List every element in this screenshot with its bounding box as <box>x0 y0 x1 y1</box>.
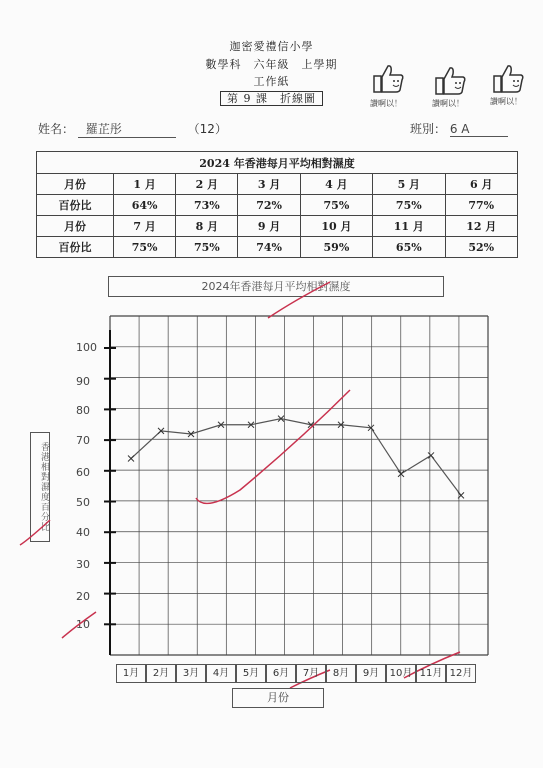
class-value: 6 A <box>450 122 508 137</box>
y-tick-label: 50 <box>76 496 90 509</box>
series-line <box>131 419 461 496</box>
subject-line: 數學科 六年級 上學期 <box>205 58 338 71</box>
table-cell: 75% <box>300 195 372 216</box>
table-cell: 3 月 <box>238 174 300 195</box>
lesson-title: 第 9 課 折線圖 <box>220 91 323 106</box>
y-tick-label: 100 <box>76 341 97 354</box>
y-tick-label: 70 <box>76 434 90 447</box>
x-tick-label: 3月 <box>176 664 206 683</box>
table-cell: 75% <box>114 237 176 258</box>
y-tick-label: 40 <box>76 526 90 539</box>
table-cell: 6 月 <box>445 174 517 195</box>
row-label: 百份比 <box>37 237 114 258</box>
chart-grid <box>110 316 488 655</box>
table-cell: 10 月 <box>300 216 372 237</box>
x-tick-label: 5月 <box>236 664 266 683</box>
y-tick-label: 80 <box>76 404 90 417</box>
table-cell: 12 月 <box>445 216 517 237</box>
y-axis-label: 香港相對濕度百分比 <box>30 432 50 542</box>
table-cell: 9 月 <box>238 216 300 237</box>
row-label: 月份 <box>37 216 114 237</box>
y-tick-label: 30 <box>76 558 90 571</box>
name-value: 羅芷彤 <box>78 120 176 138</box>
table-cell: 75% <box>176 237 238 258</box>
x-tick-label: 10月 <box>386 664 416 683</box>
table-cell: 65% <box>373 237 445 258</box>
y-tick-label: 10 <box>76 618 90 631</box>
table-cell: 4 月 <box>300 174 372 195</box>
table-cell: 72% <box>238 195 300 216</box>
x-tick-label: 2月 <box>146 664 176 683</box>
row-label: 月份 <box>37 174 114 195</box>
x-tick-label: 4月 <box>206 664 236 683</box>
table-cell: 77% <box>445 195 517 216</box>
table-cell: 74% <box>238 237 300 258</box>
table-cell: 73% <box>176 195 238 216</box>
table-cell: 5 月 <box>373 174 445 195</box>
stamp-label: 讚啊以！ <box>370 99 402 108</box>
chart-series <box>128 416 464 499</box>
x-tick-label: 11月 <box>416 664 446 683</box>
table-cell: 64% <box>114 195 176 216</box>
y-tick-label: 60 <box>76 466 90 479</box>
data-point <box>128 456 134 462</box>
table-cell: 1 月 <box>114 174 176 195</box>
red-check-mark <box>268 282 330 318</box>
name-label: 姓名： <box>38 122 75 136</box>
table-cell: 8 月 <box>176 216 238 237</box>
x-tick-label: 8月 <box>326 664 356 683</box>
school-name: 迦密愛禮信小學 <box>229 40 314 53</box>
table-cell: 59% <box>300 237 372 258</box>
row-label: 百份比 <box>37 195 114 216</box>
data-point <box>428 452 434 458</box>
graph-title: 2024年香港每月平均相對濕度 <box>108 276 444 297</box>
table-cell: 7 月 <box>114 216 176 237</box>
table-cell: 2 月 <box>176 174 238 195</box>
worksheet-label: 工作紙 <box>253 75 290 88</box>
stamp-label: 讚啊以！ <box>490 97 522 106</box>
red-check-mark <box>196 390 350 503</box>
x-tick-label: 9月 <box>356 664 386 683</box>
class-label: 班別： <box>410 122 447 136</box>
red-check-mark <box>20 520 50 545</box>
x-axis-label: 月份 <box>232 688 324 708</box>
x-tick-label: 12月 <box>446 664 476 683</box>
x-tick-label: 6月 <box>266 664 296 683</box>
y-tick-label: 20 <box>76 590 90 603</box>
red-check-marks <box>20 282 460 688</box>
x-tick-label: 1月 <box>116 664 146 683</box>
y-tick-label: 90 <box>76 375 90 388</box>
student-number: （12） <box>187 122 227 136</box>
chart-axis <box>104 330 116 655</box>
red-check-mark <box>62 612 96 638</box>
table-cell: 52% <box>445 237 517 258</box>
stamp-label: 讚啊以！ <box>432 99 464 108</box>
table-cell: 75% <box>373 195 445 216</box>
table-cell: 11 月 <box>373 216 445 237</box>
x-tick-label: 7月 <box>296 664 326 683</box>
table-title: 2024 年香港每月平均相對濕度 <box>37 152 518 174</box>
